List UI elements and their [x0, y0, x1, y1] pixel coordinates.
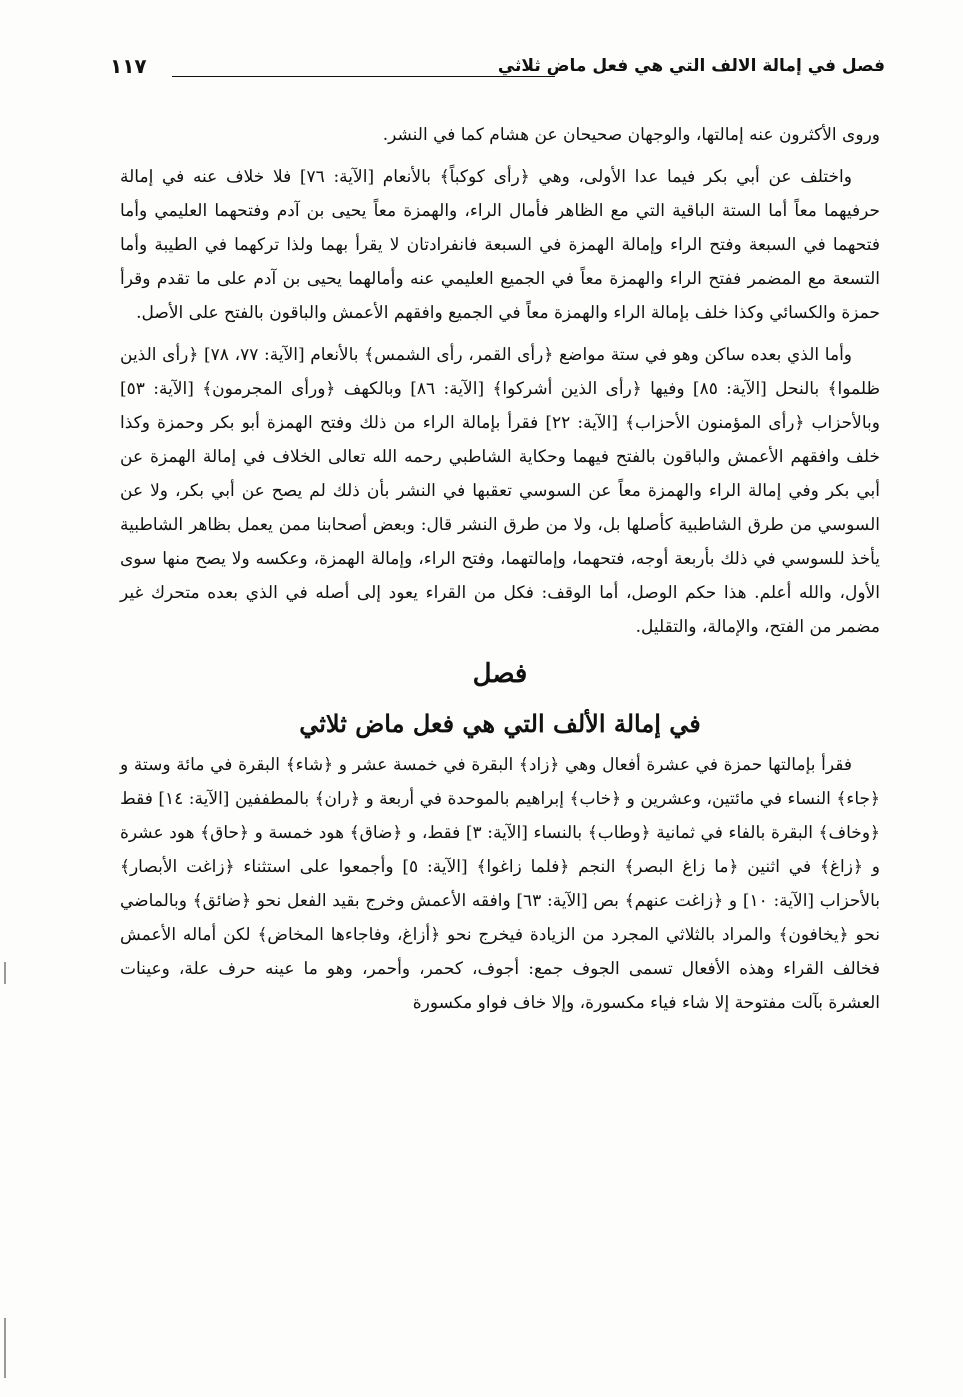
section-heading: فصل: [472, 659, 528, 689]
running-header-title: فصل في إمالة الالف التي هي فعل ماض ثلاثي: [497, 56, 885, 76]
main-text: [120, 118, 880, 1028]
header-rule: [172, 76, 555, 77]
page-number: ١١٧: [110, 54, 147, 78]
paragraph: وروى الأكثرون عنه إمالتها، والوجهان صحيحان عن هشام كما في النشر.: [382, 125, 880, 145]
paragraph: وأما الذي بعده ساكن وهو في ستة مواضع ﴿رأى القمر، رأى الشمس﴾ بالأنعام [الآية: ٧٧، ٧٨] ﴿رأى الذين ظلموا﴾ بالنحل [الآية: ٨٥] وفيها ﴿رأى الذين أشركوا﴾ [الآية: ٨٦] وبالكهف ﴿ورأى المجرمون﴾ [الآية: ٥٣] وبالأحزاب ﴿رأى المؤمنون الأحزاب﴾ [الآية: ٢٢] فقرأ بإمالة الراء من ذلك وفتح الهمزة أبو بكر وحمزة وكذا خلف وافقهم الأعمش والباقون بالفتح فيهما وحكاية الشاطبي رحمه الله تعالى الخلاف في إمالة الهمزة عن أبي بكر وفي إمالة الراء والهمزة معاً عن السوسي تعقبها في النشر بأن ذلك لم يصح عن أبي بكر، ولا عن السوسي من طرق الشاطبية كأصلها بل، ولا من طرق النشر قال: وبعض أصحابنا ممن يعمل بظاهر الشاطبية يأخذ للسوسي في ذلك بأربعة أوجه، فتحهما، وإمالتهما، وفتح الراء، وإمالة الهمزة، وعكسه ولا يصح منها سوى الأول، والله أعلم. هذا حكم الوصل، أما الوقف: فكل من القراء يعود إلى أصله في الذي بعده متحرك غير مضمر من الفتح، والإمالة، والتقليل.: [120, 345, 881, 637]
scan-margin-mark: [4, 1318, 6, 1378]
paragraph: واختلف عن أبي بكر فيما عدا الأولى، وهي ﴿رأى كوكباً﴾ بالأنعام [الآية: ٧٦] فلا خلاف عنه في إمالة حرفيهما معاً أما الستة الباقية التي مع الظاهر فأمال الراء، والهمزة معاً يحيى بن آدم وفتحهما العليمي وأما فتحهما في السبعة وفتح الراء وإمالة الهمزة في السبعة فانفرادتان لا يقرأ بهما ولذا تركهما في الطيبة وأما التسعة مع المضمر ففتح الراء والهمزة معاً في الجميع العليمي عنه وأمالهما يحيى بن آدم على ما تقدم وقرأ حمزة والكسائي وكذا خلف بإمالة الراء والهمزة معاً في الجميع وافقهم الأعمش والباقون بالفتح على الأصل.: [120, 167, 880, 323]
section-subheading: في إمالة الألف التي هي فعل ماض ثلاثي: [299, 709, 701, 738]
paragraph: فقرأ بإمالتها حمزة في عشرة أفعال وهي ﴿زاد﴾ البقرة في خمسة عشر و ﴿شاء﴾ البقرة في مائة وستة و ﴿جاء﴾ النساء في مائتين، وعشرين و ﴿خاب﴾ إبراهيم بالموحدة في أربعة و ﴿ران﴾ بالمطففين [الآية: ١٤] فقط ﴿وخاف﴾ البقرة بالفاء في ثمانية ﴿وطاب﴾ بالنساء [الآية: ٣] فقط، و ﴿ضاق﴾ هود خمسة و ﴿حاق﴾ هود عشرة و ﴿زاغ﴾ في اثنين ﴿ما زاغ البصر﴾ النجم ﴿فلما زاغوا﴾ [الآية: ٥] وأجمعوا على استثناء ﴿زاغت الأبصار﴾ بالأحزاب [الآية: ١٠] و ﴿زاغت عنهم﴾ بص [الآية: ٦٣] وافقه الأعمش وخرج بقيد الفعل نحو ﴿ضائق﴾ وبالماضي نحو ﴿يخافون﴾ والمراد بالثلاثي المجرد من الزيادة فيخرج نحو ﴿أزاغ، وفاجاءها المخاض﴾ لكن أماله الأعمش فخالف القراء وهذه الأفعال تسمى الجوف جمع: أجوف، كحمر، وأحمر، وهو ما عينه حرف علة، وعينات العشرة بآلت مفتوحة إلا شاء فياء مكسورة، وإلا خاف فواو مكسورة: [120, 755, 881, 1013]
running-header: [110, 52, 885, 92]
scan-margin-mark: [4, 962, 6, 984]
